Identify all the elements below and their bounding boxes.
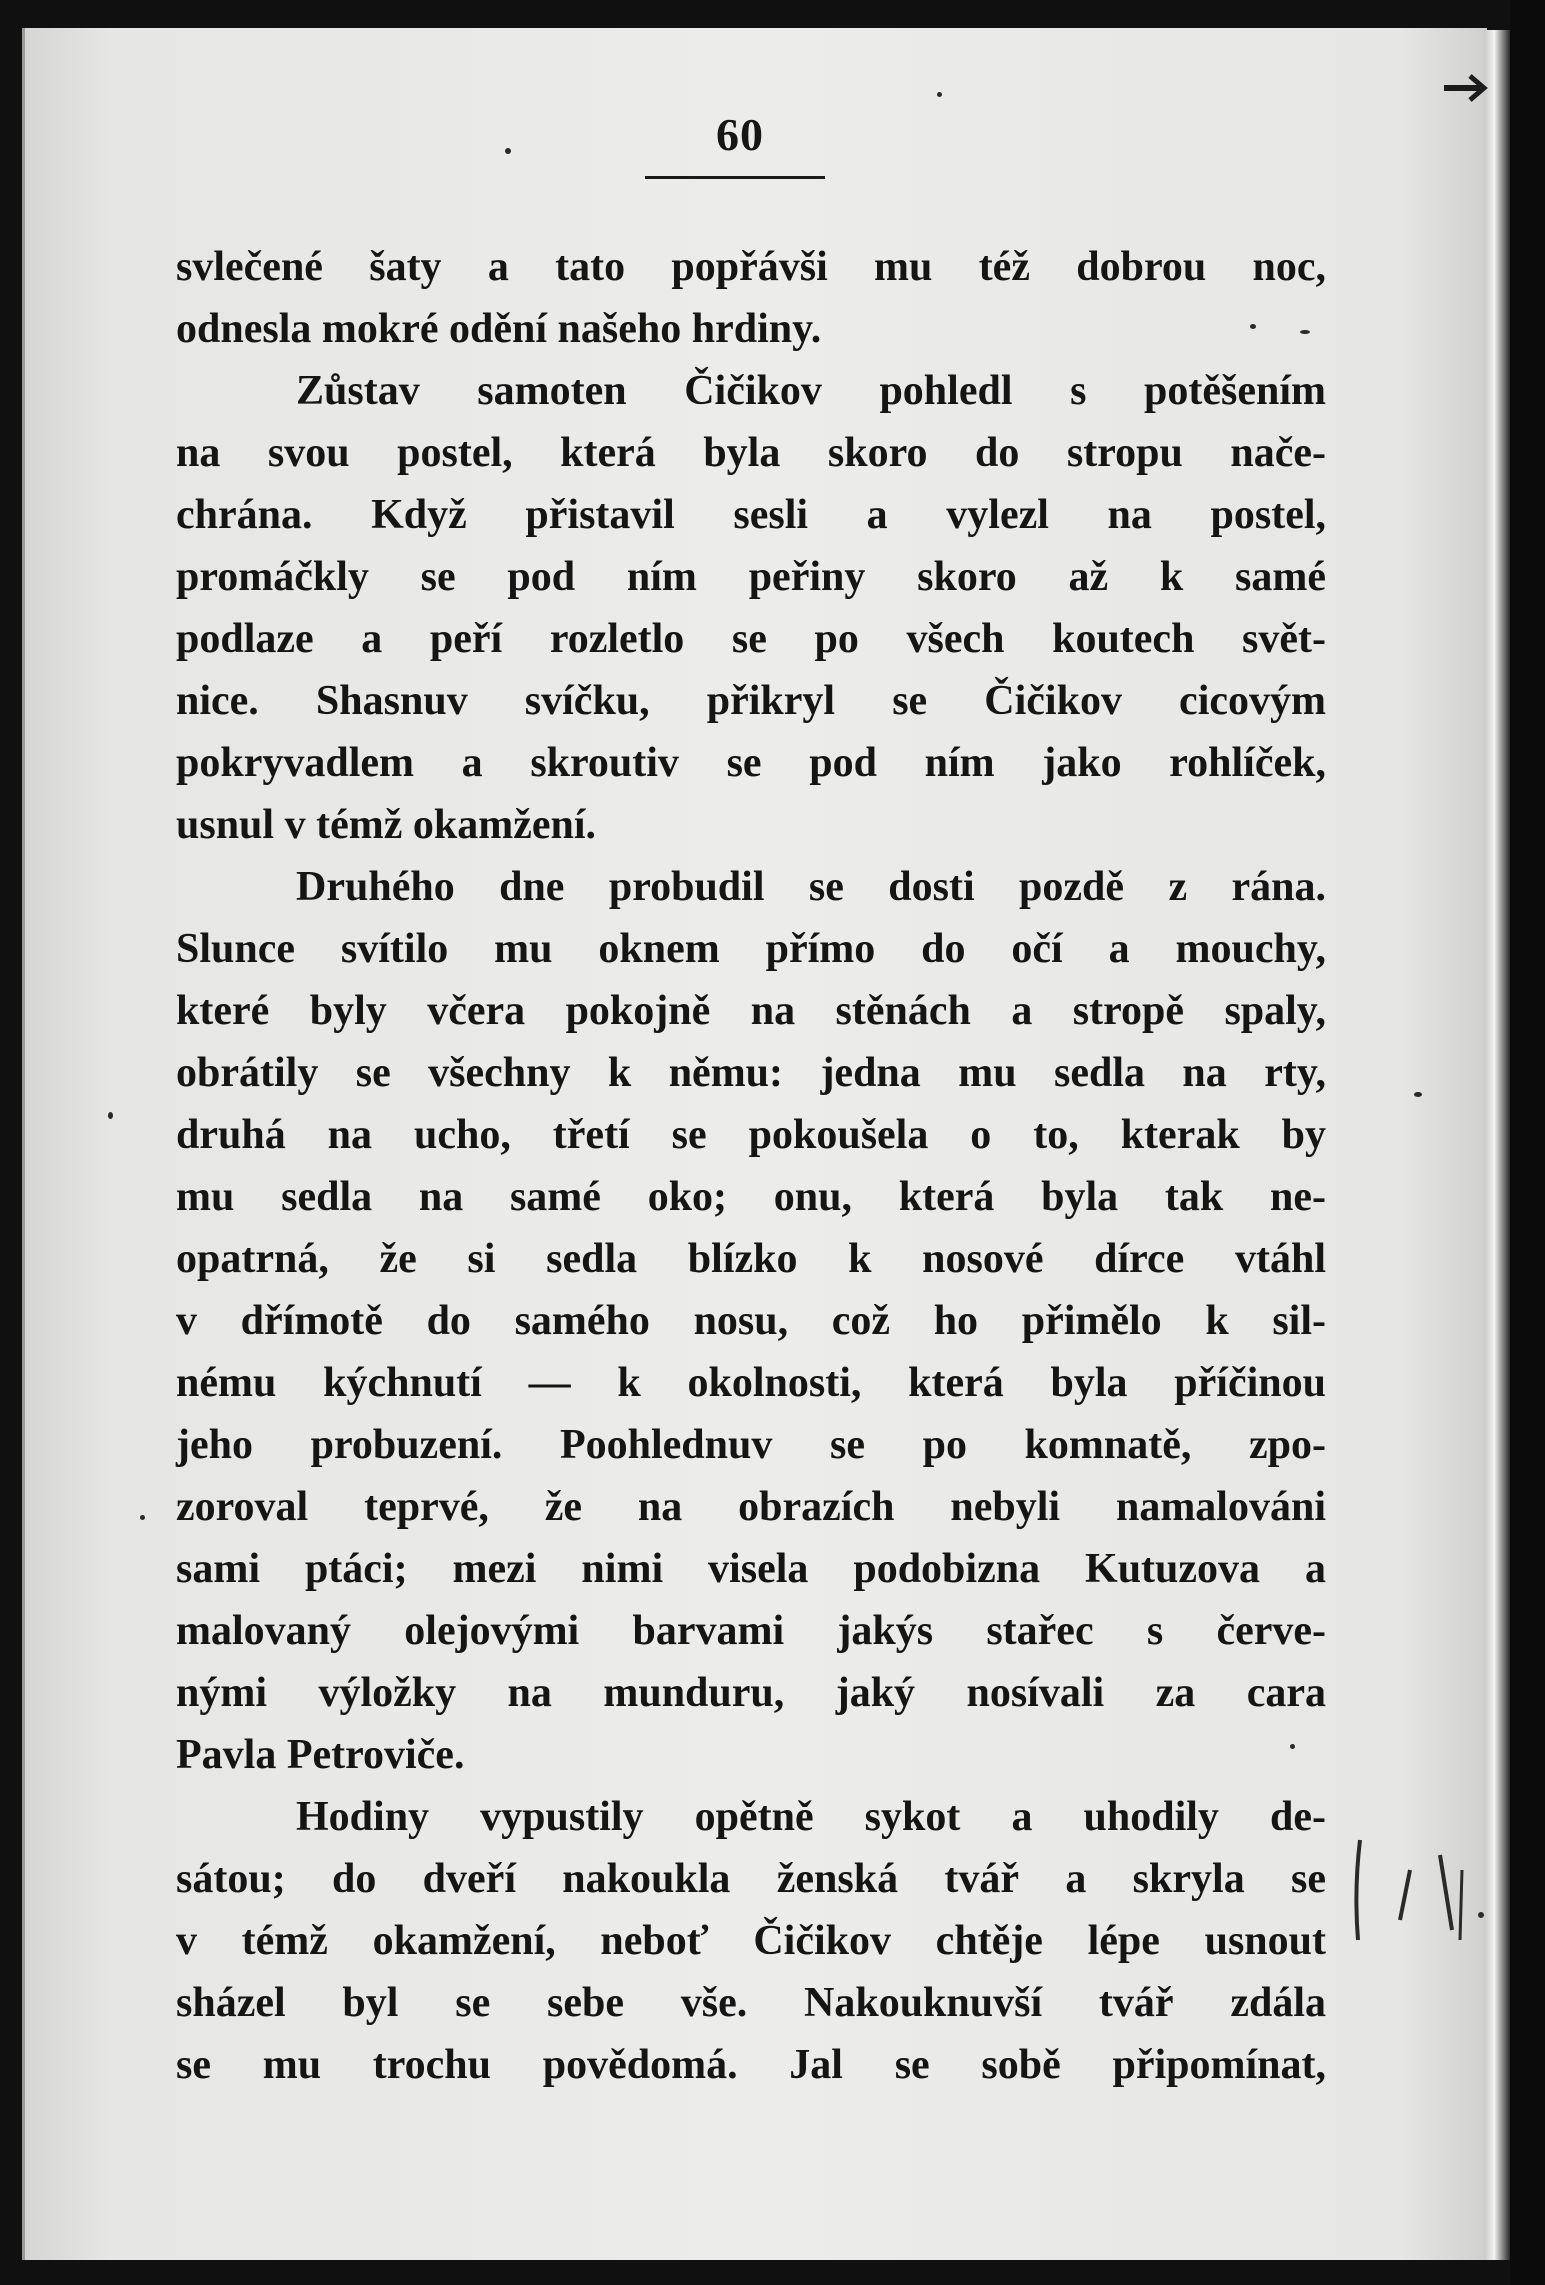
text-line: svlečené šaty a tato popřávši mu též dobrou noc, (176, 244, 1326, 290)
pencil-marks (1340, 1830, 1470, 1980)
text-line: malovaný olejovými barvami jakýs stařec s červe- (176, 1608, 1326, 1654)
text-line: Hodiny vypustily opětně sykot a uhodily de- (296, 1794, 1326, 1840)
text-line: obrátily se všechny k němu: jedna mu sedla na rty, (176, 1050, 1326, 1096)
text-line: sházel byl se sebe vše. Nakouknuvší tvář zdála (176, 1980, 1326, 2026)
paragraph (176, 856, 1326, 1786)
speck (1250, 324, 1256, 329)
corner-mark (1440, 70, 1500, 110)
text-line: Zůstav samoten Čičikov pohledl s potěšením (296, 368, 1326, 414)
text-line: sami ptáci; mezi nimi visela podobizna Kutuzova a (176, 1546, 1326, 1592)
paragraph (176, 236, 1326, 360)
paragraph (176, 1786, 1326, 2096)
scan-border (1510, 0, 1545, 2285)
pencil-stroke (1400, 1870, 1410, 1920)
text-line: nými výložky na munduru, jaký nosívali za cara (176, 1670, 1326, 1716)
text-line: nému kýchnutí — k okolnosti, která byla příčinou (176, 1360, 1326, 1406)
speck (1300, 330, 1310, 334)
text-line: opatrná, že si sedla blízko k nosové dírce vtáhl (176, 1236, 1326, 1282)
text-line: chrána. Když přistavil sesli a vylezl na postel, (176, 492, 1326, 538)
pencil-stroke (1440, 1855, 1452, 1930)
text-line: Pavla Petroviče. (176, 1732, 465, 1778)
text-line: mu sedla na samé oko; onu, která byla tak ne- (176, 1174, 1326, 1220)
pencil-stroke (1356, 1840, 1360, 1940)
header-rule (645, 176, 825, 179)
text-line: promáčkly se pod ním peřiny skoro až k samé (176, 554, 1326, 600)
speck (108, 1112, 113, 1119)
text-line: zoroval teprvé, že na obrazích nebyli namalováni (176, 1484, 1326, 1530)
text-line: v témž okamžení, neboť Čičikov chtěje lépe usnout (176, 1918, 1326, 1964)
text-line: Slunce svítilo mu oknem přímo do očí a mouchy, (176, 926, 1326, 972)
text-line: odnesla mokré odění našeho hrdiny. (176, 306, 822, 352)
text-line: sátou; do dveří nakoukla ženská tvář a skryla se (176, 1856, 1326, 1902)
text-line: které byly včera pokojně na stěnách a stropě spaly, (176, 988, 1326, 1034)
speck (1414, 1092, 1422, 1097)
speck (1290, 1744, 1295, 1749)
speck (505, 148, 511, 154)
text-line: se mu trochu povědomá. Jal se sobě připomínat, (176, 2042, 1326, 2088)
text-line: pokryvadlem a skroutiv se pod ním jako rohlíček, (176, 740, 1326, 786)
page-number: 60 (716, 109, 764, 160)
text-line: podlaze a peří rozletlo se po všech koutech svět- (176, 616, 1326, 662)
text-line: na svou postel, která byla skoro do stropu nače- (176, 430, 1326, 476)
text-line: nice. Shasnuv svíčku, přikryl se Čičikov cicovým (176, 678, 1326, 724)
text-line: Druhého dne probudil se dosti pozdě z rána. (296, 864, 1326, 910)
speck (937, 92, 942, 97)
text-line: jeho probuzení. Poohlednuv se po komnatě, zpo- (176, 1422, 1326, 1468)
body-text (176, 236, 1326, 2096)
text-line: druhá na ucho, třetí se pokoušela o to, kterak by (176, 1112, 1326, 1158)
text-line: usnul v témž okamžení. (176, 802, 596, 848)
page-edge (1484, 30, 1510, 2260)
pencil-stroke (1460, 1870, 1462, 1940)
text-line: v dřímotě do samého nosu, což ho přimělo k sil- (176, 1298, 1326, 1344)
paragraph (176, 360, 1326, 856)
speck (1478, 1912, 1484, 1918)
speck (140, 1515, 145, 1520)
